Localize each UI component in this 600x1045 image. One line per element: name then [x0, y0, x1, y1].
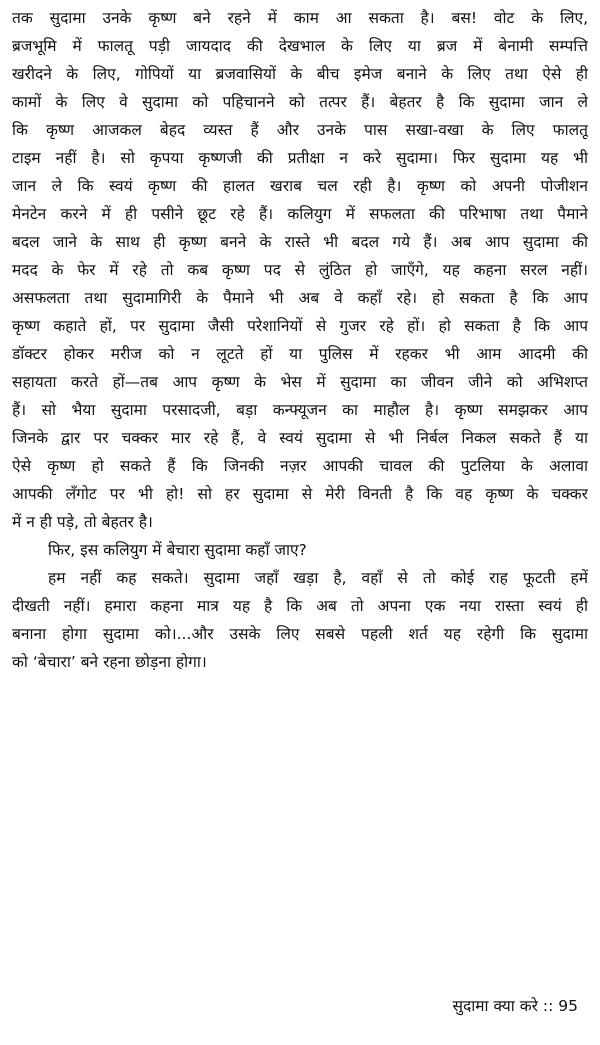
text-line: को ‘बेचारा’ बने रहना छोड़ना होगा। [12, 653, 207, 671]
paragraph-1 [12, 4, 588, 536]
text-line: जान ले कि स्वयं कृष्ण की हालत खराब चल रही है। कृष्ण को अपनी पोजीशन [12, 177, 588, 195]
text-line: ब्रजभूमि में फालतू पड़ी जायदाद की देखभाल के लिए या ब्रज में बेनामी सम्पत्ति [12, 37, 588, 55]
page-footer [453, 992, 578, 1020]
text-line: कृष्ण कहाते हों, पर सुदामा जैसी परेशानियों से गुजर रहे हों। हो सकता है कि आप [12, 317, 588, 335]
text-line: मदद के फेर में रहे तो कब कृष्ण पद से लुंठित हो जाएँगे, यह कहना सरल नहीं। [12, 261, 588, 279]
text-line: मेनटेन करने में ही पसीने छूट रहे हैं। कलियुग में सफलता की परिभाषा तथा पैमाने [12, 205, 588, 223]
text-line: सहायता करते हों—तब आप कृष्ण के भेस में सुदामा का जीवन जीने को अभिशप्त [12, 373, 588, 391]
text-line: तक सुदामा उनके कृष्ण बने रहने में काम आ सकता है। बस! वोट के लिए, [12, 9, 588, 27]
text-line: कि कृष्ण आजकल बेहद व्यस्त हैं और उनके पास सखा-वखा के लिए फालतू [12, 121, 588, 139]
text-line: ऐसे कृष्ण हो सकते हैं कि जिनकी नज़र आपकी चावल की पुटलिया के अलावा [12, 457, 588, 475]
text-line: में न ही पड़े, तो बेहतर है। [12, 513, 153, 531]
text-line: टाइम नहीं है। सो कृपया कृष्णजी की प्रतीक्षा न करे सुदामा। फिर सुदामा यह भी [12, 149, 588, 167]
text-line: असफलता तथा सुदामागिरी के पैमाने भी अब वे कहाँ रहे। हो सकता है कि आप [12, 289, 588, 307]
text-line: कामों के लिए वे सुदामा को पहिचानने को तत्पर हैं। बेहतर है कि सुदामा जान ले [12, 93, 588, 111]
paragraph-2 [12, 536, 588, 564]
text-line: बदल जाने के साथ ही कृष्ण बनने के रास्ते भी बदल गये हैं। अब आप सुदामा की [12, 233, 588, 251]
text-line: डॉक्टर होकर मरीज को न लूटते हों या पुलिस में रहकर भी आम आदमी की [12, 345, 588, 363]
text-line: फिर, इस कलियुग में बेचारा सुदामा कहाँ जाए? [48, 541, 307, 559]
text-line: खरीदने के लिए, गोपियों या ब्रजवासियों के बीच इमेज बनाने के लिए तथा ऐसे ही [12, 65, 588, 83]
body-text [12, 4, 588, 676]
text-line: जिनके द्वार पर चक्कर मार रहे हैं, वे स्वयं सुदामा से भी निर्बल निकल सकते हैं या [12, 429, 588, 447]
text-line: आपकी लँगोट पर भी हो! सो हर सुदामा से मेरी विनती है कि वह कृष्ण के चक्कर [12, 485, 588, 503]
text-line: दीखती नहीं। हमारा कहना मात्र यह है कि अब तो अपना एक नया रास्ता स्वयं ही [12, 597, 588, 615]
footer-separator: :: [542, 997, 554, 1015]
page-number: 95 [558, 997, 578, 1015]
text-line: हम नहीं कह सकते। सुदामा जहाँ खड़ा है, वहाँ से तो कोई राह फूटती हमें [48, 569, 588, 587]
text-line: बनाना होगा सुदामा को।...और उसके लिए सबसे पहली शर्त यह रहेगी कि सुदामा [12, 625, 588, 643]
paragraph-3 [12, 564, 588, 676]
text-line: हैं। सो भैया सुदामा परसादजी, बड़ा कन्फ्यूजन का माहौल है। कृष्ण समझकर आप [12, 401, 588, 419]
running-title: सुदामा क्या करे [452, 997, 538, 1015]
